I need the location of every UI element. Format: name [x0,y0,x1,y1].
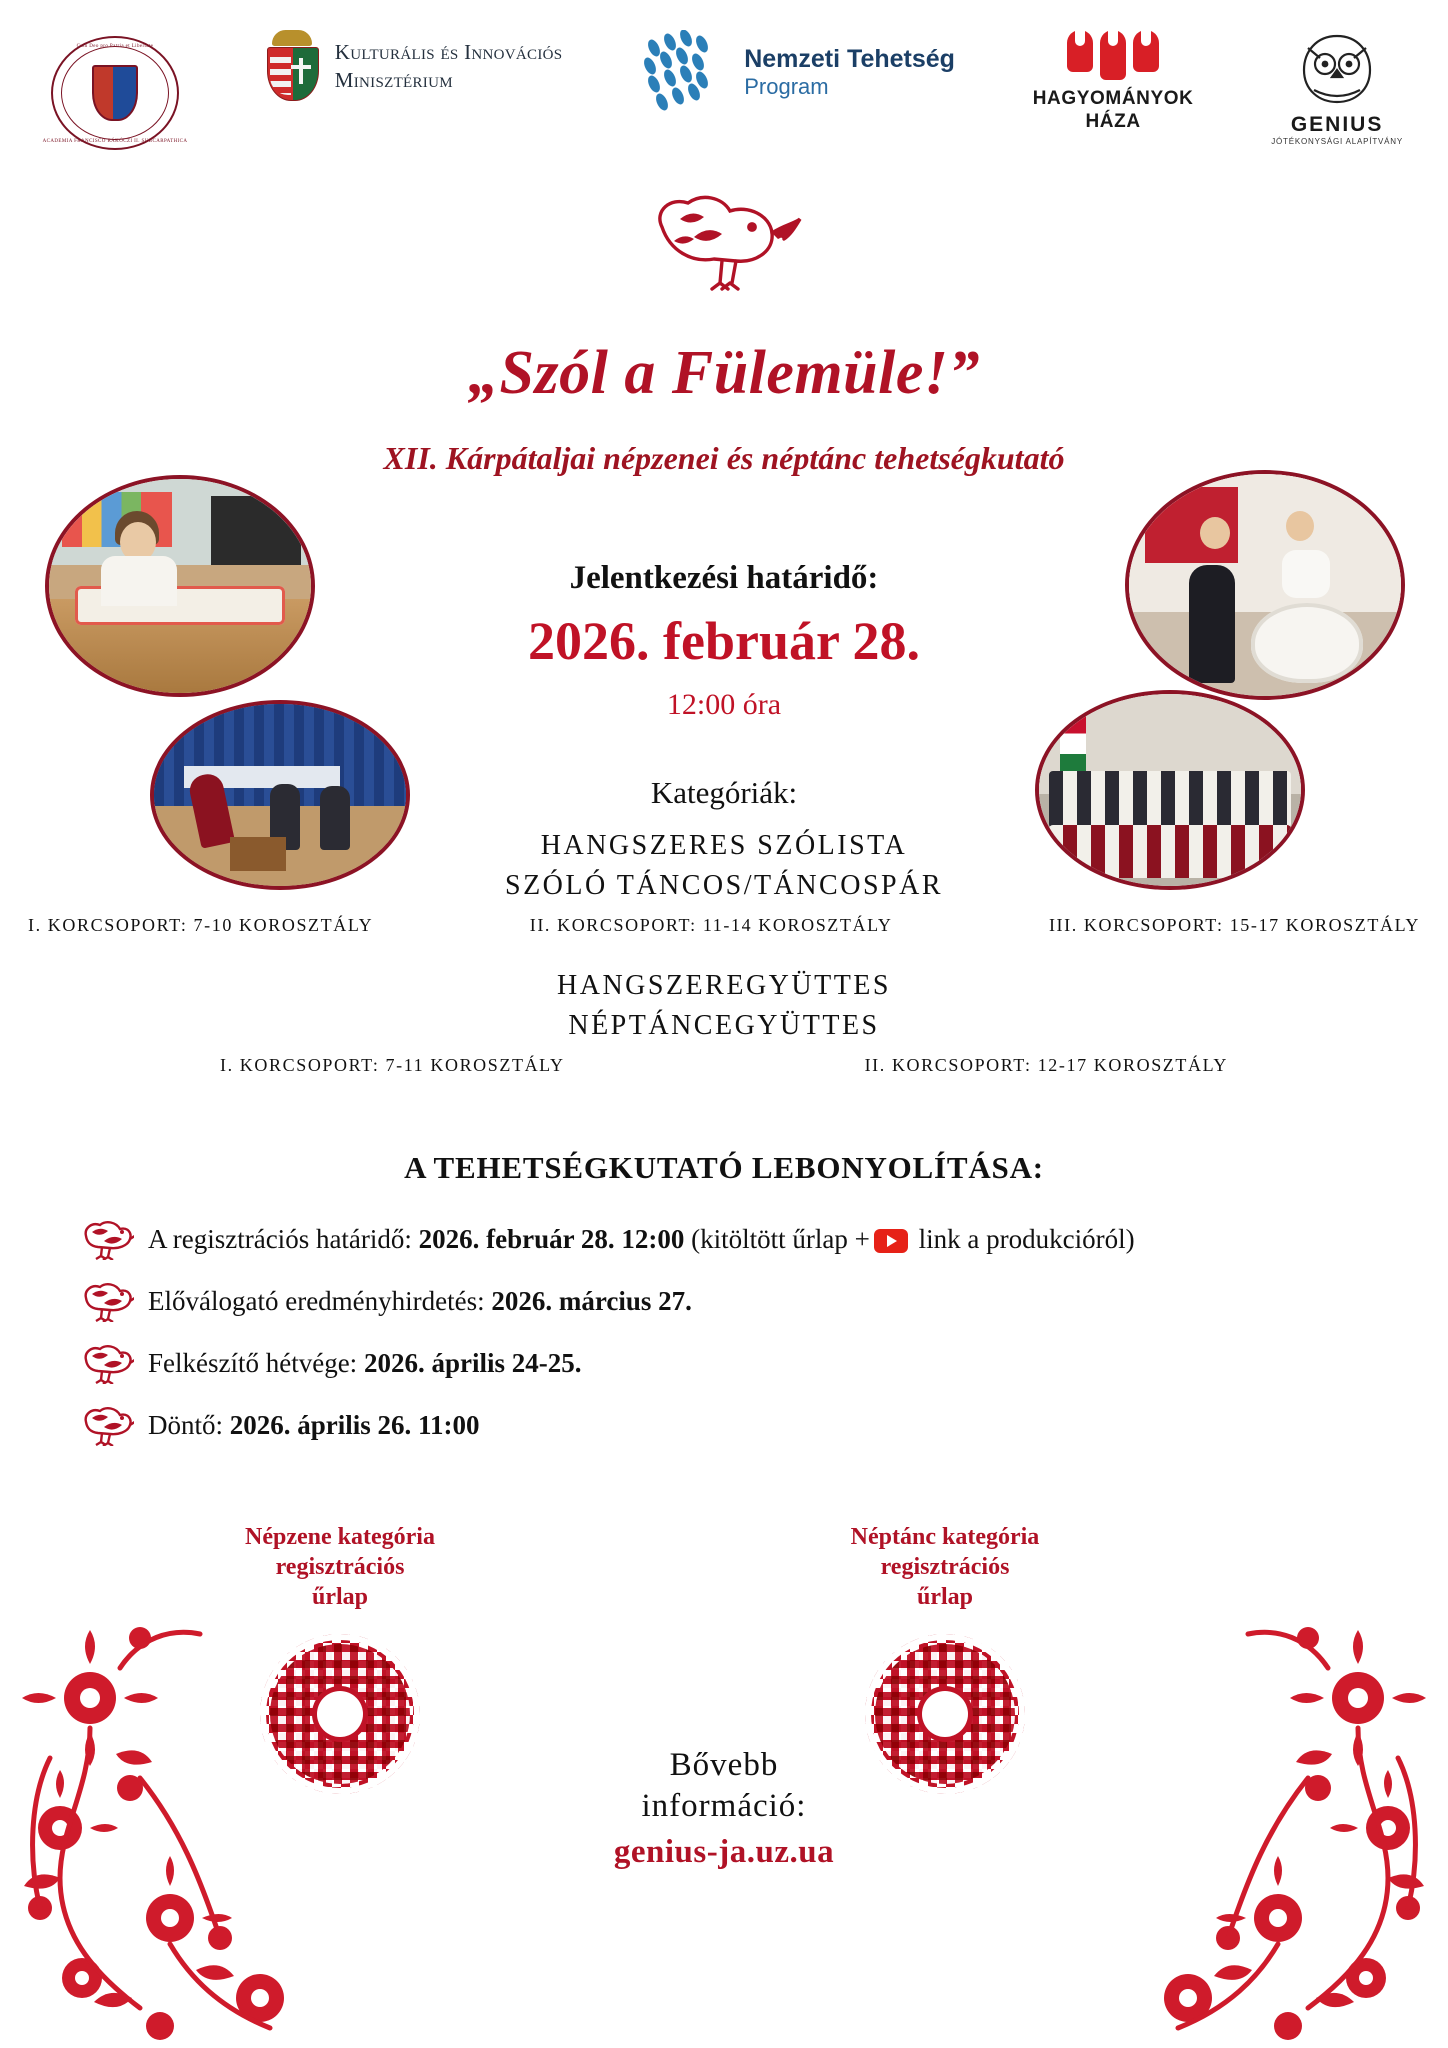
ntp-label-line1: Nemzeti Tehetség [744,44,955,73]
timeline-item-preparation [80,1332,1380,1394]
bird-bullet-icon [80,1342,134,1384]
qr-right-title-line3: űrlap [916,1584,973,1610]
timeline-suffix-registration: link a produkcióról) [911,1223,1135,1254]
page-title: „Szól a Fülemüle!” [468,339,980,407]
age-group-solo-1: I. KORCSOPORT: 7-10 KOROSZTÁLY [28,915,374,935]
process-heading: A TEHETSÉGKUTATÓ LEBONYOLÍTÁSA: [404,1150,1044,1185]
age-group-solo-3: III. KORCSOPORT: 15-17 KOROSZTÁLY [1048,915,1420,935]
logo-kulturalis-innovacios-miniszterium [263,30,563,104]
logo-genius-alapitvany [1271,30,1403,146]
kim-label-line2: Minisztérium [334,68,453,92]
floral-decoration-right [1128,1578,1428,2048]
qr-left-title-line3: űrlap [311,1584,368,1610]
floral-decoration-left [20,1578,320,2048]
timeline-text-final [148,1410,480,1441]
timeline-bold-registration: 2026. február 28. 12:00 [418,1223,685,1254]
timeline-prefix-preselection: Előválogató eredményhirdetés: [148,1285,492,1316]
logo-nemzeti-tehetseg-program [640,30,955,114]
timeline-item-preselection [80,1270,1380,1332]
hagyomanyok-haza-tulip-icon [1033,30,1194,80]
category-hangszeregyuttes: HANGSZEREGYÜTTES [557,970,891,1001]
timeline-list [80,1208,1380,1456]
timeline-text-preparation [148,1348,581,1379]
seal-motto-top: Cum Deo pro Patria et Libertate [76,44,154,49]
owl-icon [1294,30,1380,108]
qr-right-title [790,1522,1100,1612]
deadline-label: Jelentkezési határidő: [569,560,879,596]
info-website-url[interactable]: genius-ja.uz.ua [613,1833,835,1870]
age-groups-ensemble [0,1055,1448,1076]
bird-bullet-icon [80,1280,134,1322]
timeline-text-registration [148,1224,1135,1255]
age-groups-solo [0,915,1448,936]
logo-rakoczi-seal [42,30,188,156]
info-line-1: Bővebb [669,1747,779,1783]
bird-bullet-icon [80,1218,134,1260]
timeline-text-preselection [148,1286,692,1317]
qr-right-title-line1: Néptánc kategória [850,1524,1040,1550]
qr-left-title-line2: regisztrációs [275,1554,405,1580]
tehetseg-program-mark-icon [640,30,728,114]
category-neptancegyuttes: NÉPTÁNCEGYÜTTES [568,1010,880,1041]
age-group-solo-2: II. KORCSOPORT: 11-14 KOROSZTÁLY [529,915,893,935]
deadline-date: 2026. február 28. [528,611,920,671]
qr-left-title-line1: Népzene kategória [245,1524,435,1550]
timeline-bold-preselection: 2026. március 27. [491,1285,692,1316]
timeline-middle-registration: (kitöltött űrlap + [684,1223,870,1254]
qr-right-title-line2: regisztrációs [880,1554,1010,1580]
hh-label-line2: HÁZA [1085,110,1141,132]
genius-label: GENIUS [1290,113,1384,136]
age-group-ensemble-2: II. KORCSOPORT: 12-17 KOROSZTÁLY [864,1055,1228,1075]
nightingale-bird-logo-icon [644,175,804,315]
timeline-prefix-preparation: Felkészítő hétvége: [148,1347,364,1378]
youtube-icon [874,1229,908,1253]
bird-bullet-icon [80,1404,134,1446]
timeline-prefix-registration: A regisztrációs határidő: [148,1223,419,1254]
rakoczi-seal-icon [42,30,188,156]
timeline-prefix-final: Döntő: [148,1409,230,1440]
timeline-item-registration [80,1208,1380,1270]
categories-heading: Kategóriák: [650,775,798,810]
hh-label-line1: HAGYOMÁNYOK [1032,88,1194,109]
kim-label-line1: Kulturális és Innovációs [334,40,563,65]
timeline-item-final [80,1394,1380,1456]
category-szolo-tancos: SZÓLÓ TÁNCOS/TÁNCOSPÁR [505,870,943,901]
page-subtitle: XII. Kárpátaljai népzenei és néptánc tehetségkutató [383,440,1065,476]
seal-motto-bottom: ACADEMIA FRANCISCO RÁKÓCZI II. SUBCARPATHICA [42,139,188,144]
info-line-2: információ: [641,1788,807,1825]
timeline-bold-preparation: 2026. április 24-25. [363,1347,582,1378]
genius-sublabel: JÓTÉKONYSÁGI ALAPÍTVÁNY [1271,137,1403,146]
logo-bar [0,30,1448,190]
age-group-ensemble-1: I. KORCSOPORT: 7-11 KOROSZTÁLY [220,1055,565,1075]
logo-hagyomanyok-haza [1033,30,1194,134]
category-hangszeres-szolista: HANGSZERES SZÓLISTA [540,830,908,861]
deadline-time: 12:00 óra [666,688,782,721]
timeline-bold-final: 2026. április 26. 11:00 [229,1409,480,1440]
ntp-label-line2: Program [744,73,829,99]
hungarian-coat-of-arms-icon [263,30,321,104]
